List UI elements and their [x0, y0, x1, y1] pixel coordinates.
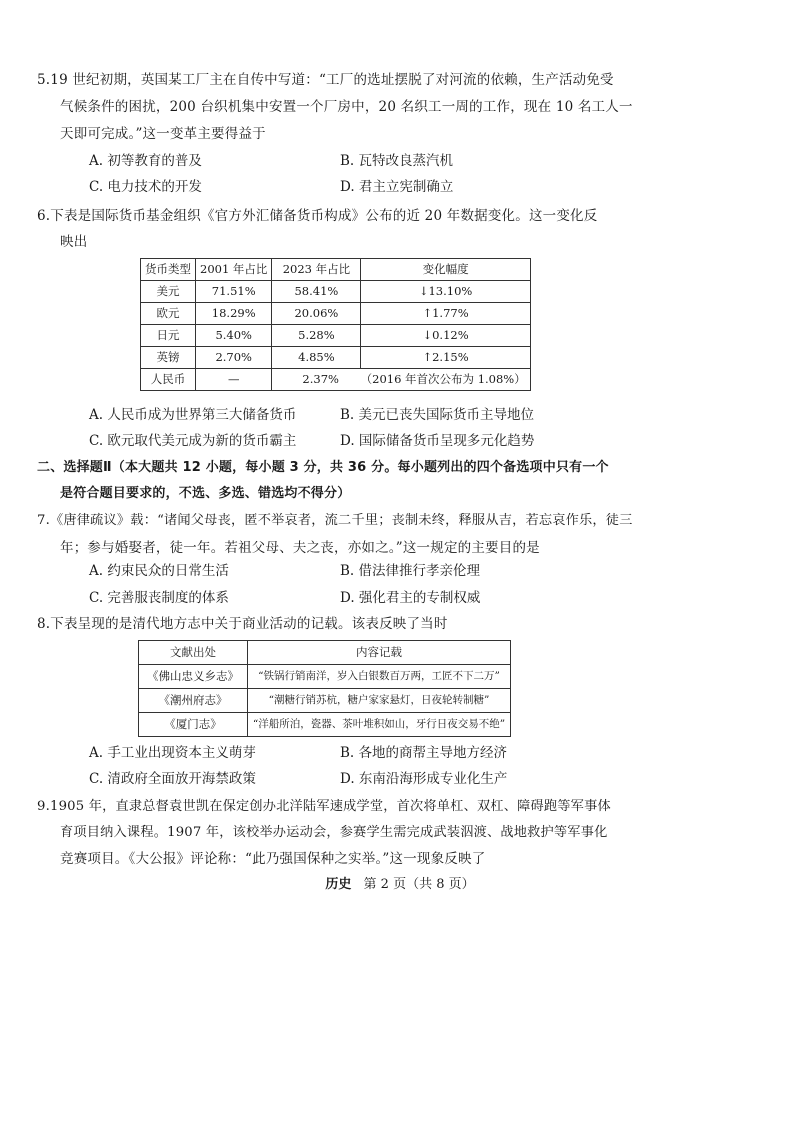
- table-header-row: [139, 641, 511, 665]
- page-footer: [0, 873, 800, 892]
- table-cell: 《厦门志》: [139, 713, 248, 737]
- table-row: [139, 713, 511, 737]
- q7-option-d: D. 强化君主的专制权威: [340, 590, 481, 606]
- table-cell: —: [196, 369, 272, 391]
- footer-page-number: 第 2 页（共 8 页）: [363, 877, 475, 892]
- table-cell: 《潮州府志》: [139, 689, 248, 713]
- q6-stem-line1: 6.下表是国际货币基金组织《官方外汇储备货币构成》公布的近 20 年数据变化。这一变化反: [37, 208, 598, 224]
- q7-stem-line2: 年；参与婚娶者，徒一年。若祖父母、夫之丧，亦如之。”这一规定的主要目的是: [60, 540, 540, 556]
- q6-currency-table: [140, 258, 531, 391]
- table-header-cell: 内容记载: [248, 641, 511, 665]
- q5-stem-line3: 天即可完成。”这一变革主要得益于: [60, 126, 266, 142]
- table-cell: 日元: [141, 325, 196, 347]
- q5-option-c: C. 电力技术的开发: [89, 179, 202, 195]
- footer-subject: 历史: [325, 877, 352, 892]
- q5-stem-line1: 5.19 世纪初期，英国某工厂主在自传中写道：“工厂的选址摆脱了对河流的依赖，生产活动免受: [37, 72, 614, 88]
- table-header-cell: 2023 年占比: [272, 259, 361, 281]
- q5-stem-line2: 气候条件的困扰，200 台织机集中安置一个厂房中，20 名织工一周的工作，现在 10 名工人一: [60, 99, 633, 115]
- section2-heading-line2: 是符合题目要求的，不选、多选、错选均不得分）: [60, 486, 351, 501]
- table-cell: ↑2.15%: [361, 347, 530, 369]
- table-cell: 20.06%: [272, 303, 361, 325]
- q9-stem-line2: 育项目纳入课程。1907 年，该校举办运动会，参赛学生需完成武装泅渡、战地救护等军事化: [60, 825, 608, 840]
- q5-option-a: A. 初等教育的普及: [89, 153, 202, 169]
- table-cell: 美元: [141, 281, 196, 303]
- q8-stem-line1: 8.下表呈现的是清代地方志中关于商业活动的记载。该表反映了当时: [37, 616, 448, 632]
- table-cell: 71.51%: [196, 281, 272, 303]
- table-row: [141, 303, 531, 325]
- table-cell: “铁锅行销南洋，岁入白银数百万两，工匠不下二万”: [248, 665, 511, 689]
- q7-stem-line1: 7.《唐律疏议》载：“诸闻父母丧，匿不举哀者，流二千里；丧制未终，释服从吉，若忘哀作乐，徒三: [37, 513, 633, 528]
- table-cell: ↓0.12%: [361, 325, 530, 347]
- table-header-cell: 2001 年占比: [196, 259, 272, 281]
- table-header-cell: 货币类型: [141, 259, 196, 281]
- table-header-row: [141, 259, 531, 281]
- table-cell: “洋船所泊，瓷器、茶叶堆积如山，牙行日夜交易不绝”: [248, 713, 511, 737]
- table-row: [141, 281, 531, 303]
- q8-records-table: [138, 640, 511, 737]
- table-row: [141, 369, 531, 391]
- q6-stem-line2: 映出: [60, 234, 88, 250]
- table-cell: 《佛山忠义乡志》: [139, 665, 248, 689]
- q6-option-c: C. 欧元取代美元成为新的货币霸主: [89, 433, 297, 449]
- table-cell: [272, 369, 530, 391]
- q8-option-c: C. 清政府全面放开海禁政策: [89, 771, 256, 787]
- table-row: [139, 665, 511, 689]
- table-row: [139, 689, 511, 713]
- q7-option-b: B. 借法律推行孝亲伦理: [340, 563, 481, 579]
- q6-option-d: D. 国际储备货币呈现多元化趋势: [340, 433, 535, 449]
- table-cell: 5.28%: [272, 325, 361, 347]
- q9-stem-line3: 竞赛项目。《大公报》评论称：“此乃强国保种之实举。”这一现象反映了: [60, 851, 486, 867]
- q6-option-b: B. 美元已丧失国际货币主导地位: [340, 407, 535, 423]
- q7-option-a: A. 约束民众的日常生活: [89, 563, 229, 579]
- table-cell: “潮糖行销苏杭，糖户家家悬灯，日夜轮转制糖”: [248, 689, 511, 713]
- q6-option-a: A. 人民币成为世界第三大储备货币: [89, 407, 297, 423]
- table-cell: 58.41%: [272, 281, 361, 303]
- q5-option-d: D. 君主立宪制确立: [340, 179, 454, 195]
- section2-heading-line1: 二、选择题Ⅱ（本大题共 12 小题，每小题 3 分，共 36 分。每小题列出的四个备选项中只有一个: [37, 460, 609, 475]
- table-cell: 2.70%: [196, 347, 272, 369]
- table-cell: 人民币: [141, 369, 196, 391]
- table-cell: 4.85%: [272, 347, 361, 369]
- table-cell: ↑1.77%: [361, 303, 530, 325]
- table-row: [141, 325, 531, 347]
- table-cell: 英镑: [141, 347, 196, 369]
- q8-option-a: A. 手工业出现资本主义萌芽: [89, 745, 256, 761]
- q9-stem-line1: 9.1905 年，直隶总督袁世凯在保定创办北洋陆军速成学堂，首次将单杠、双杠、障碍跑等军事体: [37, 799, 611, 814]
- table-cell: ↓13.10%: [361, 281, 530, 303]
- table-cell: 18.29%: [196, 303, 272, 325]
- q8-option-b: B. 各地的商帮主导地方经济: [340, 745, 508, 761]
- rmb-2023-share: 2.37%: [302, 372, 339, 386]
- table-cell: 5.40%: [196, 325, 272, 347]
- table-row: [141, 347, 531, 369]
- q8-option-d: D. 东南沿海形成专业化生产: [340, 771, 508, 787]
- table-header-cell: 变化幅度: [361, 259, 530, 281]
- q7-option-c: C. 完善服丧制度的体系: [89, 590, 229, 606]
- rmb-note: （2016 年首次公布为 1.08%）: [360, 372, 526, 386]
- table-header-cell: 文献出处: [139, 641, 248, 665]
- table-cell: 欧元: [141, 303, 196, 325]
- q5-option-b: B. 瓦特改良蒸汽机: [340, 153, 454, 169]
